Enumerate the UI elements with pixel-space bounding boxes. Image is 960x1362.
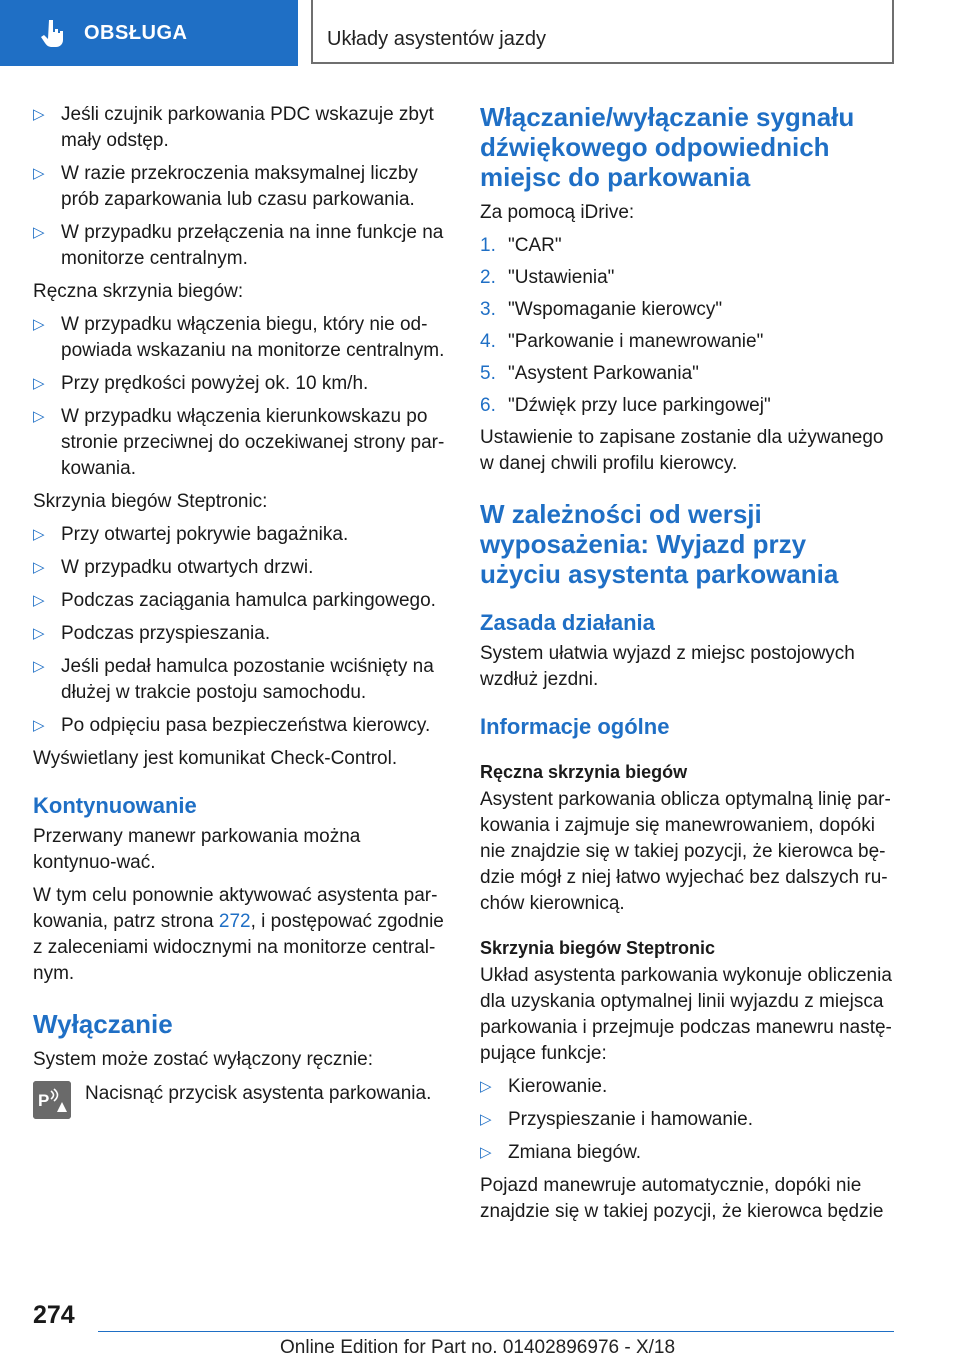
chapter-title: Układy asystentów jazdy <box>327 28 546 50</box>
function-list <box>480 1074 894 1166</box>
list-item: 6. "Dźwięk przy luce parkingowej" <box>480 395 771 416</box>
svg-text:P: P <box>38 1091 50 1110</box>
manual-heading: Ręczna skrzynia biegów <box>480 762 688 782</box>
footer-divider <box>98 1331 894 1332</box>
edition-note: Online Edition for Part no. 01402896976 - X/18 <box>280 1337 676 1358</box>
list-item: 5. "Asystent Parkowania" <box>480 363 699 384</box>
list-item: ▷ Jeśli pedał hamulca pozostanie wciśnięty na dłużej w trakcie postoju samochodu. <box>33 654 447 706</box>
continue-heading: Kontynuowanie <box>33 793 197 818</box>
bullet-list-a <box>33 102 447 272</box>
continue-text-post: , i postępować zgodnie z zaleceniami widocznymi na monitorze central-nym. <box>33 911 444 984</box>
off-text: System może zostać wyłączony ręcznie: <box>33 1049 374 1070</box>
list-item: 2. "Ustawienia" <box>480 267 615 288</box>
manual-text: Asystent parkowania oblicza optymalną linię par-kowania i zajmuje się manewrowaniem, dopóki nie znajdzie się w takiej pozycji, że kierowca bę-dzie mógł z niej łatwo wyjechać bez dalszych ru-chów kierownicą. <box>480 789 891 914</box>
list-item: ▷ Po odpięciu pasa bezpieczeństwa kierowcy. <box>33 713 447 739</box>
steptronic-text: Układ asystenta parkowania wykonuje obliczenia dla uzyskania optymalnej linii wyjazdu z miejsca parkowania i przejmuje podczas manewru nastę-pujące funkcje: <box>480 965 892 1064</box>
park-assist-button-icon <box>33 1081 71 1119</box>
list-item: ▷ Przyspieszanie i hamowanie. <box>480 1107 894 1133</box>
principle-heading: Zasada działania <box>480 610 655 635</box>
list-item: ▷ Zmiana biegów. <box>480 1140 894 1166</box>
exit-heading: W zależności od wersji wyposażenia: Wyjazd przy użyciu asystenta parkowania <box>480 499 839 589</box>
list-item: ▷ Podczas zaciągania hamulca parkingowego. <box>33 588 447 614</box>
steptronic-label: Skrzynia biegów Steptronic: <box>33 491 268 512</box>
list-item: ▷ W przypadku włączenia kierunkowskazu po stronie przeciwnej do oczekiwanej strony par-kowania. <box>33 404 447 482</box>
final-text: Pojazd manewruje automatycznie, dopóki nie znajdzie się w takiej pozycji, że kierowca będzie <box>480 1175 884 1222</box>
list-item: ▷ Jeśli czujnik parkowania PDC wskazuje zbyt mały odstęp. <box>33 102 447 154</box>
list-item: ▷ Kierowanie. <box>480 1074 894 1100</box>
sound-heading: Włączanie/wyłączanie sygnału dźwiękowego odpowiednich miejsc do parkowania <box>480 102 855 192</box>
pointing-hand-icon <box>40 18 66 48</box>
list-item: ▷ W przypadku włączenia biegu, który nie od-powiada wskazaniu na monitorze centralnym. <box>33 312 447 364</box>
off-heading: Wyłączanie <box>33 1009 173 1039</box>
list-item: ▷ Przy otwartej pokrywie bagażnika. <box>33 522 447 548</box>
profile-text: Ustawienie to zapisane zostanie dla używanego w danej chwili profilu kierowcy. <box>480 427 884 474</box>
list-item: ▷ W razie przekroczenia maksymalnej liczby prób zaparkowania lub czasu parkowania. <box>33 161 447 213</box>
section-label: OBSŁUGA <box>84 21 188 44</box>
left-column <box>33 102 447 1119</box>
list-item: ▷ Podczas przyspieszania. <box>33 621 447 647</box>
list-item: 3. "Wspomaganie kierowcy" <box>480 299 723 320</box>
idrive-label: Za pomocą iDrive: <box>480 202 635 223</box>
button-instruction <box>33 1081 447 1119</box>
list-item: ▷ W przypadku przełączenia na inne funkcje na monitorze centralnym. <box>33 220 447 272</box>
check-control-text: Wyświetlany jest komunikat Check-Control. <box>33 748 398 769</box>
steptronic-heading: Skrzynia biegów Steptronic <box>480 938 716 958</box>
bullet-list-c <box>33 522 447 739</box>
bullet-list-b <box>33 312 447 482</box>
list-item: ▷ Przy prędkości powyżej ok. 10 km/h. <box>33 371 447 397</box>
continue-text-2 <box>33 883 447 987</box>
page-number: 274 <box>33 1301 75 1329</box>
section-tab <box>0 0 298 66</box>
list-item: 4. "Parkowanie i manewrowanie" <box>480 331 764 352</box>
button-text: Nacisnąć przycisk asystenta parkowania. <box>85 1083 432 1104</box>
manual-label: Ręczna skrzynia biegów: <box>33 281 244 302</box>
right-column <box>480 102 894 1232</box>
list-item: ▷ W przypadku otwartych drzwi. <box>33 555 447 581</box>
continue-text-1: Przerwany manewr parkowania można kontynuo-wać. <box>33 826 361 873</box>
chapter-header <box>311 0 894 64</box>
list-item: 1. "CAR" <box>480 235 562 256</box>
continue-text-pre: W tym celu ponownie aktywować asystenta par-kowania, patrz strona <box>33 885 438 932</box>
step-list <box>480 233 894 419</box>
page-link[interactable]: 272 <box>218 911 251 932</box>
general-heading: Informacje ogólne <box>480 714 670 739</box>
principle-text: System ułatwia wyjazd z miejsc postojowych wzdłuż jezdni. <box>480 643 855 690</box>
